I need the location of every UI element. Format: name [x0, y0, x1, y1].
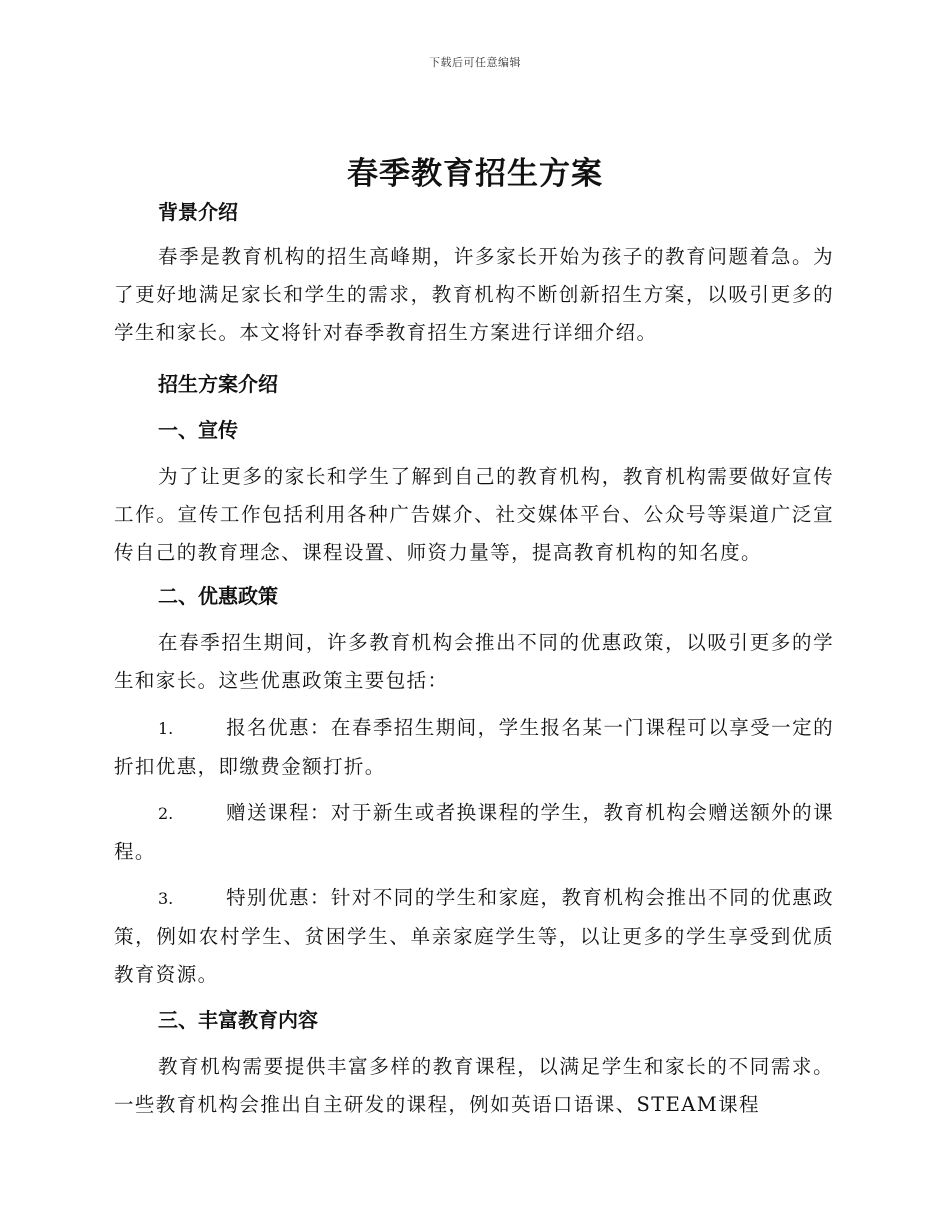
- section-heading-promotion: 一、宣传: [158, 418, 238, 442]
- document-title: 春季教育招生方案: [347, 156, 603, 192]
- section-heading-content: 三、丰富教育内容: [158, 1008, 318, 1032]
- list-item: [114, 879, 834, 994]
- list-item-text: 赠送课程：对于新生或者换课程的学生，教育机构会赠送额外的课程。: [114, 801, 834, 863]
- paragraph-policy: 在春季招生期间，许多教育机构会推出不同的优惠政策，以吸引更多的学生和家长。这些优惠政策主要包括：: [114, 631, 834, 692]
- list-item-number: 1.: [158, 719, 174, 738]
- section-heading-policy: 二、优惠政策: [158, 584, 278, 608]
- paragraph-promotion: 为了让更多的家长和学生了解到自己的教育机构，教育机构需要做好宣传工作。宣传工作包括利用各种广告媒介、社交媒体平台、公众号等渠道广泛宣传自己的教育理念、课程设置、师资力量等，提高教育机构的知名度。: [114, 465, 834, 564]
- list-item-number: 3.: [158, 889, 174, 908]
- header-note: 下载后可任意编辑: [429, 56, 521, 69]
- list-item-number: 2.: [158, 804, 174, 823]
- section-heading-plan: 招生方案介绍: [158, 372, 278, 396]
- list-item: [114, 794, 834, 871]
- section-heading-background: 背景介绍: [158, 200, 238, 224]
- list-item-text: 报名优惠：在春季招生期间，学生报名某一门课程可以享受一定的折扣优惠，即缴费金额打折。: [114, 716, 834, 778]
- paragraph-background: 春季是教育机构的招生高峰期，许多家长开始为孩子的教育问题着急。为了更好地满足家长和学生的需求，教育机构不断创新招生方案，以吸引更多的学生和家长。本文将针对春季教育招生方案进行详细介绍。: [114, 245, 834, 344]
- list-item: [114, 709, 834, 786]
- document-body: [114, 196, 834, 1124]
- list-item-text: 特别优惠：针对不同的学生和家庭，教育机构会推出不同的优惠政策，例如农村学生、贫困学生、单亲家庭学生等，以让更多的学生享受到优质教育资源。: [114, 886, 834, 986]
- paragraph-content: 教育机构需要提供丰富多样的教育课程，以满足学生和家长的不同需求。一些教育机构会推出自主研发的课程，例如英语口语课、STEAM课程: [114, 1055, 834, 1116]
